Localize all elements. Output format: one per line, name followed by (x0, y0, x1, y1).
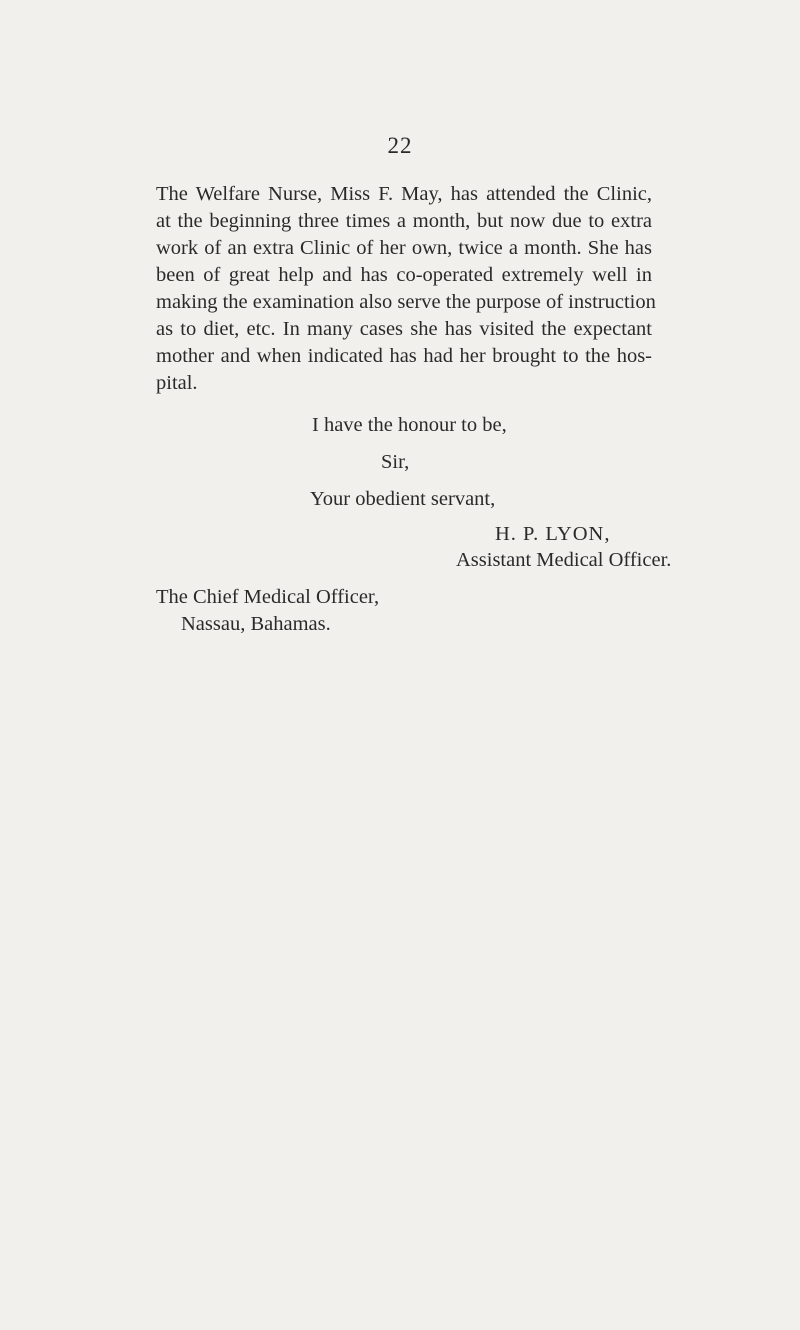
signature-title: Assistant Medical Officer. (456, 549, 672, 571)
closing-salutation: Sir, (381, 451, 410, 473)
paragraph-line: at the beginning three times a month, but now due to extra (156, 210, 652, 232)
paragraph-line: mother and when indicated has had her brought to the hos- (156, 345, 652, 367)
page-number: 22 (387, 133, 413, 158)
addressee-line-1: The Chief Medical Officer, (156, 586, 380, 608)
paragraph-line: The Welfare Nurse, Miss F. May, has attended the Clinic, (156, 183, 652, 205)
closing-servant: Your obedient servant, (310, 488, 496, 510)
signature-name: H. P. LYON, (495, 523, 611, 545)
paragraph-line: work of an extra Clinic of her own, twice a month. She has (156, 237, 652, 259)
closing-honour: I have the honour to be, (312, 414, 507, 436)
paragraph-line: making the examination also serve the purpose of instruction (156, 291, 656, 313)
addressee-line-2: Nassau, Bahamas. (181, 613, 331, 635)
paragraph-line: pital. (156, 372, 198, 394)
paragraph-line: as to diet, etc. In many cases she has visited the expectant (156, 318, 652, 340)
paragraph-line: been of great help and has co-operated extremely well in (156, 264, 652, 286)
